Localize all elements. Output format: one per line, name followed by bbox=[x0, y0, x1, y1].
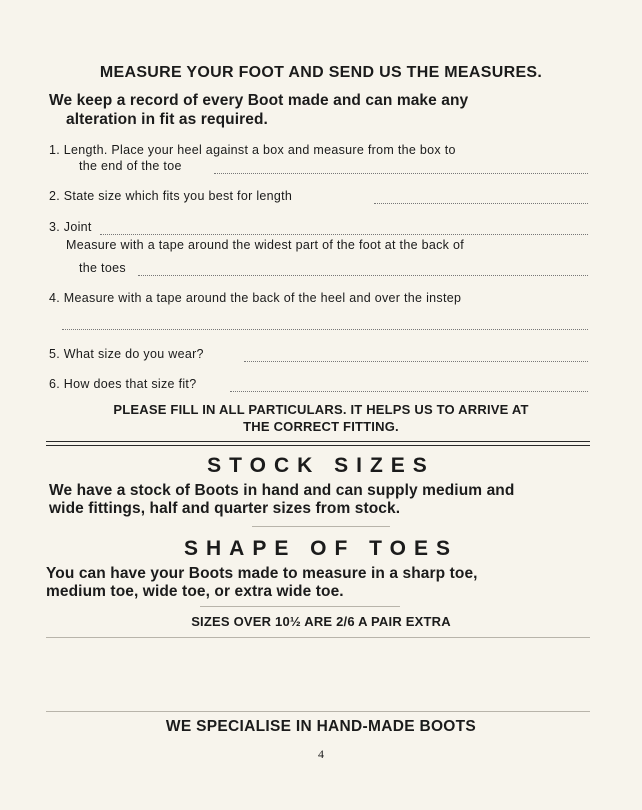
double-rule-top bbox=[46, 441, 590, 442]
instep-answer-line[interactable] bbox=[62, 329, 588, 330]
joint-answer-line[interactable] bbox=[100, 234, 588, 235]
notice-line2: THE CORRECT FITTING. bbox=[243, 419, 399, 434]
toes-line1: You can have your Boots made to measure in a sharp toe, bbox=[46, 565, 478, 582]
measure-intro-line1: We keep a record of every Boot made and can make any bbox=[49, 92, 469, 109]
specialise-line: WE SPECIALISE IN HAND-MADE BOOTS bbox=[165, 718, 477, 735]
toes-heading: SHAPE OF TOES bbox=[184, 537, 458, 560]
item-joint-desc: Measure with a tape around the widest part of the foot at the back of bbox=[66, 238, 465, 252]
toes-line2: medium toe, wide toe, or extra wide toe. bbox=[46, 583, 344, 600]
page-number: 4 bbox=[318, 747, 324, 761]
divider-upper bbox=[46, 637, 590, 638]
length-answer-line[interactable] bbox=[214, 173, 588, 174]
stock-line1: We have a stock of Boots in hand and can supply medium and bbox=[49, 482, 515, 499]
size-fit-answer-line[interactable] bbox=[230, 391, 588, 392]
double-rule-bottom bbox=[46, 445, 590, 446]
stock-heading: STOCK SIZES bbox=[207, 454, 435, 477]
divider-lower bbox=[46, 711, 590, 712]
size-length-answer-line[interactable] bbox=[374, 203, 588, 204]
measure-intro-line2: alteration in fit as required. bbox=[66, 111, 268, 128]
size-wear-answer-line[interactable] bbox=[244, 361, 588, 362]
item-length-line1: 1. Length. Place your heel against a box and measure from the box to bbox=[49, 143, 456, 157]
toes-answer-line[interactable] bbox=[138, 275, 588, 276]
notice-line1: PLEASE FILL IN ALL PARTICULARS. IT HELPS US TO ARRIVE AT bbox=[113, 402, 529, 417]
stock-line2: wide fittings, half and quarter sizes from stock. bbox=[49, 500, 401, 517]
item-length-line2: the end of the toe bbox=[79, 159, 182, 173]
sizes-note: SIZES OVER 10½ ARE 2/6 A PAIR EXTRA bbox=[191, 614, 451, 629]
stock-divider bbox=[252, 526, 390, 527]
toes-divider bbox=[200, 606, 400, 607]
item-size-length: 2. State size which fits you best for length bbox=[49, 189, 293, 203]
item-instep: 4. Measure with a tape around the back of the heel and over the instep bbox=[49, 291, 462, 305]
item-size-wear: 5. What size do you wear? bbox=[49, 347, 204, 361]
item-joint-end: the toes bbox=[79, 261, 126, 275]
measure-heading: MEASURE YOUR FOOT AND SEND US THE MEASURES. bbox=[99, 64, 543, 81]
item-size-fit: 6. How does that size fit? bbox=[49, 377, 197, 391]
item-joint: 3. Joint bbox=[49, 220, 92, 234]
